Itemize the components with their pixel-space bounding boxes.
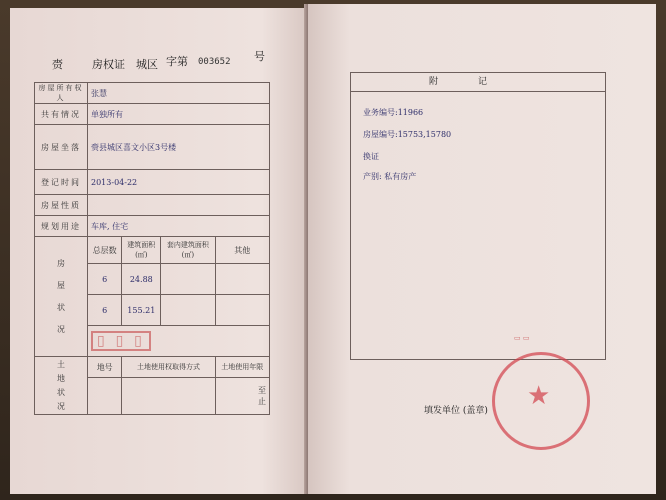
land-header-row <box>35 357 270 378</box>
certificate-exchange: 换证 <box>363 152 379 161</box>
status-header-row <box>35 237 270 264</box>
house-number: 房屋编号:15753,15780 <box>363 130 452 139</box>
label-registration-date: 登记时间 <box>35 170 88 195</box>
col-floors: 总层数 <box>88 237 122 264</box>
issuer-line: 填发单位 (盖章) <box>424 406 488 416</box>
land-acquisition-value <box>122 378 215 415</box>
red-stamp-mark: ▯ ▯ ▯ <box>91 331 151 351</box>
value-co-ownership: 单独所有 <box>88 104 270 125</box>
issuer-label: 填发单位 <box>424 406 461 416</box>
label-location: 房屋坐落 <box>35 125 88 170</box>
header-prefix: 赍 <box>52 58 63 71</box>
col-inner-area: 套内建筑面积 (㎡) <box>161 237 215 264</box>
status-char: 屋 <box>57 280 65 290</box>
value-property-nature <box>88 195 270 216</box>
status-side-label <box>35 237 88 357</box>
land-term-value: 至 止 <box>215 378 269 415</box>
label-co-ownership: 共有情况 <box>35 104 88 125</box>
table-row <box>35 125 270 170</box>
table-row <box>35 170 270 195</box>
label-property-nature: 房屋性质 <box>35 195 88 216</box>
official-seal <box>492 352 590 450</box>
status-char: 状 <box>57 302 65 312</box>
label-planned-use: 规划用途 <box>35 216 88 237</box>
value-planned-use: 车库, 住宅 <box>88 216 270 237</box>
label-owner: 房屋所有权人 <box>35 83 88 104</box>
area-value: 155.21 <box>122 295 161 326</box>
header-title: 房权证 <box>92 58 125 71</box>
value-registration-date: 2013-04-22 <box>88 170 270 195</box>
status-char: 房 <box>57 258 65 268</box>
land-char: 地 <box>57 373 65 383</box>
floors-value: 6 <box>88 295 122 326</box>
stamp-area <box>88 326 270 357</box>
land-char: 土 <box>57 359 65 369</box>
land-char: 况 <box>57 401 65 411</box>
table-row <box>35 104 270 125</box>
col-land-acquisition: 土地使用权取得方式 <box>122 357 215 378</box>
registration-table <box>34 82 270 415</box>
col-land-number: 地号 <box>88 357 122 378</box>
status-char: 况 <box>57 324 65 334</box>
value-location: 赍县城区喜文小区3号楼 <box>88 125 270 170</box>
inner-area-value <box>161 295 215 326</box>
header-zi: 字第 <box>166 55 188 68</box>
other-value <box>215 295 269 326</box>
appendix-title: 附记 <box>351 73 605 92</box>
table-row <box>35 83 270 104</box>
col-other: 其他 <box>215 237 269 264</box>
certificate-number: 003652 <box>198 57 231 67</box>
value-owner: 张慧 <box>88 83 270 104</box>
floors-value: 6 <box>88 264 122 295</box>
area-value: 24.88 <box>122 264 161 295</box>
table-row <box>35 195 270 216</box>
land-side-label <box>35 357 88 415</box>
appendix-box <box>350 72 606 360</box>
small-red-stamp: ▭ ▭ <box>514 334 530 342</box>
header-hao: 号 <box>254 50 265 63</box>
header-area: 城区 <box>136 58 158 71</box>
col-land-term: 土地使用年限 <box>215 357 269 378</box>
land-char: 状 <box>57 387 65 397</box>
table-row <box>35 216 270 237</box>
col-building-area: 建筑面积 (㎡) <box>122 237 161 264</box>
seal-star-icon: ★ <box>527 381 551 411</box>
other-value <box>215 264 269 295</box>
business-number: 业务编号:11966 <box>363 108 424 117</box>
property-category: 产别: 私有房产 <box>363 172 417 181</box>
issuer-value: 盖章 <box>466 406 485 416</box>
land-number-value <box>88 378 122 415</box>
inner-area-value <box>161 264 215 295</box>
